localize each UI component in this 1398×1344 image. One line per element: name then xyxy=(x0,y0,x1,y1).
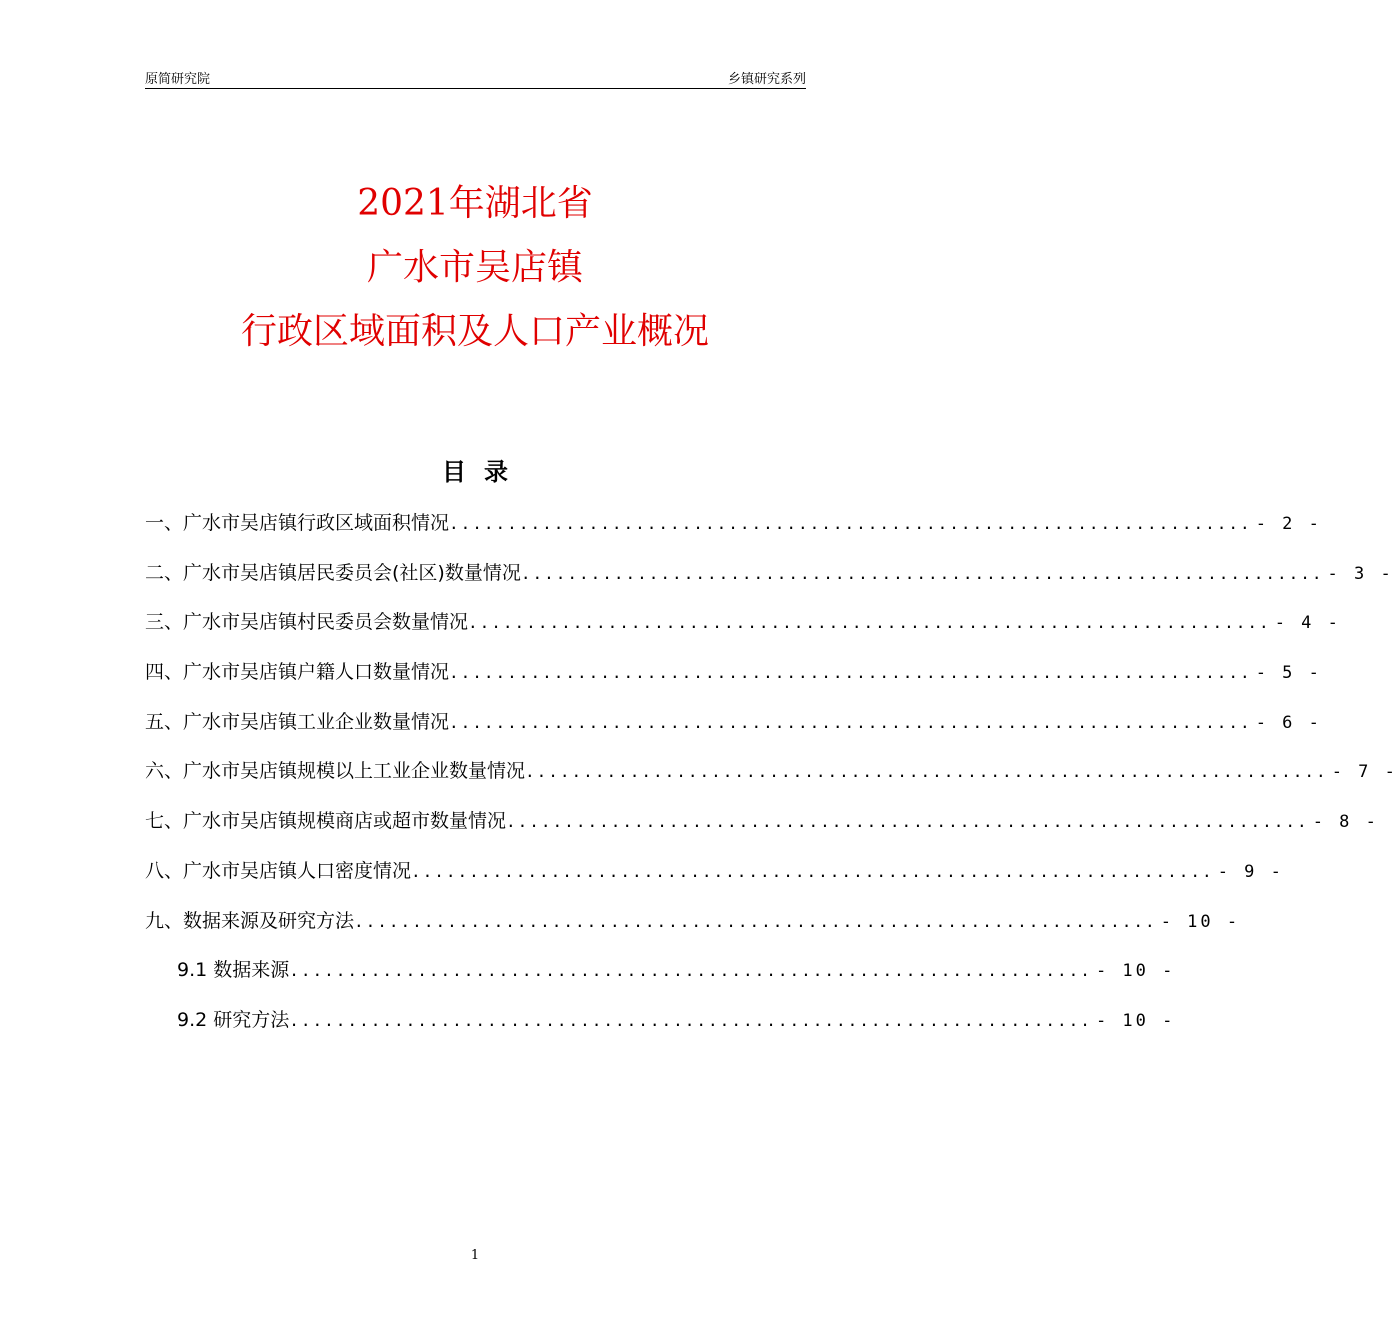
toc-entry-6[interactable] xyxy=(145,753,1398,803)
toc-leader-dots: ..................................................................... xyxy=(520,563,1324,583)
toc-entry-9[interactable] xyxy=(145,903,1241,953)
toc-entry-title: 九、数据来源及研究方法 xyxy=(145,909,355,932)
table-of-contents xyxy=(145,505,1398,1052)
toc-entry-page: - 10 - xyxy=(1095,1010,1176,1031)
toc-leader-dots: ..................................................................... xyxy=(449,712,1252,732)
toc-entry-2[interactable] xyxy=(145,555,1394,605)
toc-entry-7[interactable] xyxy=(145,803,1379,853)
toc-entry-page: - 2 - xyxy=(1255,514,1322,534)
toc-entry-page: - 5 - xyxy=(1255,663,1322,684)
toc-entry-title: 七、广水市吴店镇规模商店或超市数量情况 xyxy=(145,810,507,833)
title-line-2: 广水市吴店镇 xyxy=(366,247,583,288)
toc-entry-page: - 7 - xyxy=(1331,762,1398,783)
toc-leader-dots: ..................................................................... xyxy=(289,1010,1092,1030)
header-right-text: 乡镇研究系列 xyxy=(727,72,806,87)
page-number: 1 xyxy=(470,1248,480,1263)
toc-entry-page: - 4 - xyxy=(1274,613,1341,634)
toc-entry-3[interactable] xyxy=(145,604,1341,654)
toc-leader-dots: ..................................................................... xyxy=(289,961,1092,981)
toc-entry-page: - 10 - xyxy=(1160,911,1241,932)
toc-leader-dots: ..................................................................... xyxy=(468,613,1271,633)
toc-entry-title: 四、广水市吴店镇户籍人口数量情况 xyxy=(145,661,450,684)
toc-leader-dots: ..................................................................... xyxy=(449,514,1252,533)
toc-entry-title: 八、广水市吴店镇人口密度情况 xyxy=(145,859,412,882)
toc-entry-title: 三、广水市吴店镇村民委员会数量情况 xyxy=(145,611,469,634)
toc-leader-dots: ..................................................................... xyxy=(525,762,1328,782)
toc-entry-title: 9.1 数据来源 xyxy=(177,959,290,982)
toc-entry-page: - 6 - xyxy=(1255,712,1322,733)
toc-entry-title: 六、广水市吴店镇规模以上工业企业数量情况 xyxy=(145,760,526,783)
title-line-1: 2021年湖北省 xyxy=(357,183,593,224)
toc-entry-4[interactable] xyxy=(145,654,1322,704)
toc-leader-dots: ..................................................................... xyxy=(411,861,1214,881)
toc-entry-8[interactable] xyxy=(145,853,1284,903)
toc-leader-dots: ..................................................................... xyxy=(506,812,1309,832)
toc-leader-dots: ..................................................................... xyxy=(449,663,1252,683)
toc-entry-9-1[interactable] xyxy=(145,952,1176,1002)
toc-leader-dots: ..................................................................... xyxy=(354,911,1157,931)
toc-entry-9-2[interactable] xyxy=(145,1002,1176,1052)
toc-entry-5[interactable] xyxy=(145,704,1322,754)
toc-entry-1[interactable] xyxy=(145,505,1322,555)
toc-heading: 目录 xyxy=(442,458,526,486)
title-line-3: 行政区域面积及人口产业概况 xyxy=(240,311,709,352)
toc-entry-page: - 3 - xyxy=(1327,563,1394,584)
toc-entry-title: 二、广水市吴店镇居民委员会(社区)数量情况 xyxy=(145,561,521,584)
toc-entry-title: 9.2 研究方法 xyxy=(177,1008,290,1031)
toc-entry-page: - 8 - xyxy=(1312,812,1379,833)
header-left-text: 原简研究院 xyxy=(145,72,211,87)
page-header xyxy=(145,66,806,89)
toc-entry-page: - 10 - xyxy=(1095,961,1176,982)
toc-entry-title: 五、广水市吴店镇工业企业数量情况 xyxy=(145,710,450,733)
toc-entry-page: - 9 - xyxy=(1217,861,1284,882)
toc-entry-title: 一、广水市吴店镇行政区域面积情况 xyxy=(145,512,450,534)
